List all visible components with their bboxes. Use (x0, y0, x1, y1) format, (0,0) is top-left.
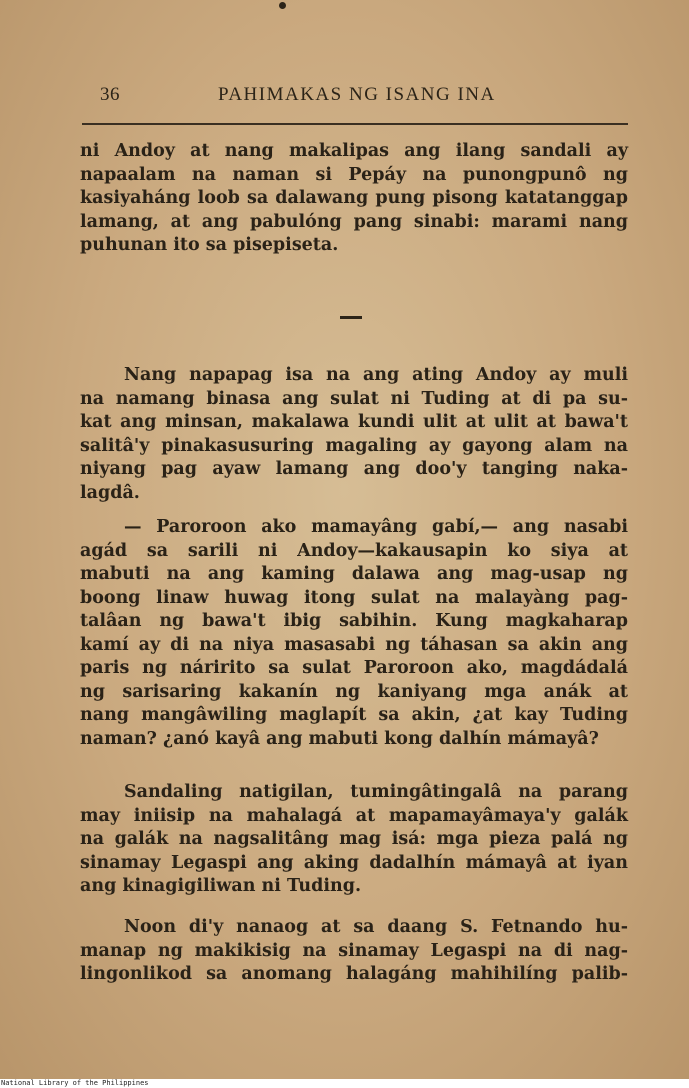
text-line: ni Andoy at nang makalipas ang ilang sandali ay (80, 141, 628, 161)
text-line: ng sarisaring kakanín ng kaniyang mga anák at (80, 681, 628, 702)
library-credit-bar (0, 1079, 689, 1088)
ink-dot (279, 2, 286, 9)
text-line: kasiyaháng loob sa dalawang pung pisong katatanggap (80, 188, 628, 208)
text-line: Sandaling natigilan, tumingâtingalâ na parang (124, 782, 628, 802)
text-line: naman? ¿anó kayâ ang mabuti kong dalhín mámayâ? (80, 728, 599, 749)
text-line: Nang napapag isa na ang ating Andoy ay muli (124, 365, 628, 385)
paragraph-1 (80, 140, 628, 258)
paragraph-3 (80, 516, 628, 751)
text-line: ang kinagigiliwan ni Tuding. (80, 876, 362, 896)
text-line: lagdâ. (80, 482, 140, 503)
paragraph-4 (80, 781, 628, 899)
text-line: agád sa sarili ni Andoy—kakausapin ko siya at (80, 540, 628, 561)
text-line: sinamay Legaspi ang aking dadalhín mámayâ at iyan (80, 852, 628, 873)
header-rule (82, 123, 628, 125)
text-line: boong linaw huwag itong sulat na malayàng pag- (80, 587, 628, 608)
section-separator (340, 316, 362, 319)
text-line: kamí ay di na niya masasabi ng táhasan sa akin ang (80, 634, 628, 655)
text-line: lingonlikod sa anomang halagáng mahihilíng palib- (80, 964, 628, 984)
text-line: na namang binasa ang sulat ni Tuding at di pa su- (80, 388, 628, 409)
paragraph-5 (80, 916, 628, 987)
paragraph-2 (80, 364, 628, 505)
text-line: may iniisip na mahalagá at mapamayâmaya'y galák (80, 805, 628, 826)
running-title: PAHIMAKAS NG ISANG INA (218, 84, 496, 105)
text-line: Noon di'y nanaog at sa daang S. Fetnando hu- (124, 917, 628, 937)
text-line: puhunan ito sa pisepiseta. (80, 235, 339, 255)
text-line: manap ng makikisig na sinamay Legaspi na di nag- (80, 940, 628, 961)
text-line: nang mangâwiling maglapít sa akin, ¿at kay Tuding (80, 705, 628, 725)
text-line: talâan ng bawa't ibig sabihin. Kung magkaharap (80, 611, 628, 631)
text-line: mabuti na ang kaming dalawa ang mag-usap ng (80, 564, 628, 584)
library-credit: National Library of the Philippines (1, 1079, 149, 1087)
text-line: salitâ'y pinakasusuring magaling ay gayong alam na (80, 435, 628, 456)
text-line: lamang, at ang pabulóng pang sinabi: marami nang (80, 211, 628, 232)
text-line: paris ng náririto sa sulat Paroroon ako, magdádalá (80, 658, 628, 678)
page-number: 36 (100, 84, 120, 105)
text-line: na galák na nagsalitâng mag isá: mga pieza palá ng (80, 829, 628, 849)
text-line: — Paroroon ako mamayâng gabí,— ang nasabi (124, 517, 628, 537)
page-header (100, 84, 640, 112)
text-line: napaalam na naman si Pepáy na punongpunô ng (80, 164, 628, 185)
text-line: niyang pag ayaw lamang ang doo'y tanging naka- (80, 459, 628, 479)
text-line: kat ang minsan, makalawa kundi ulit at ulit at bawa't (80, 412, 628, 432)
